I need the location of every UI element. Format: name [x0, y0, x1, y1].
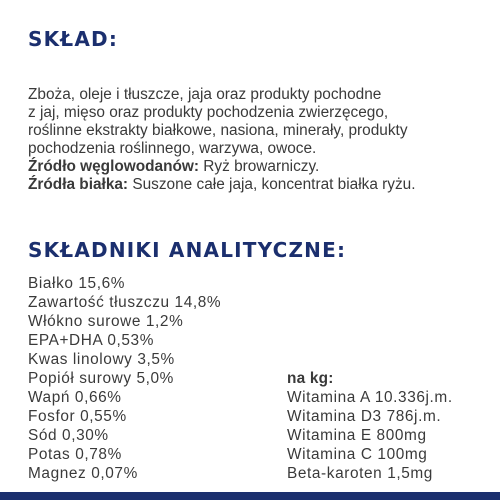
list-item: Białko 15,6%	[28, 275, 126, 292]
carb-source-label: Źródło węglowodanów:	[28, 158, 199, 175]
list-item: EPA+DHA 0,53%	[28, 332, 155, 349]
composition-paragraph	[28, 86, 490, 194]
list-item: Włókno surowe 1,2%	[28, 313, 184, 330]
protein-source-label: Źródła białka:	[28, 176, 129, 193]
analytical-list	[28, 274, 221, 483]
composition-heading: SKŁAD:	[28, 27, 119, 51]
per-kg-label: na kg:	[287, 370, 334, 387]
composition-line: pochodzenia roślinnego, warzywa, owoce.	[28, 140, 317, 157]
bottom-accent-bar	[0, 492, 500, 500]
list-item: Magnez 0,07%	[28, 465, 138, 482]
list-item: Potas 0,78%	[28, 446, 122, 463]
list-item: Popiół surowy 5,0%	[28, 370, 174, 387]
list-item: Beta-karoten 1,5mg	[287, 465, 433, 482]
list-item: Wapń 0,66%	[28, 389, 122, 406]
list-item: Witamina D3 786j.m.	[287, 408, 442, 425]
list-item: Fosfor 0,55%	[28, 408, 127, 425]
carb-source-value: Ryż browarniczy.	[203, 158, 320, 175]
list-item: Witamina E 800mg	[287, 427, 427, 444]
protein-source-line	[28, 176, 490, 194]
list-item: Sód 0,30%	[28, 427, 109, 444]
composition-line: z jaj, mięso oraz produkty pochodzenia zwierzęcego,	[28, 104, 389, 121]
list-item: Zawartość tłuszczu 14,8%	[28, 294, 222, 311]
protein-source-value: Suszone całe jaja, koncentrat białka ryżu.	[132, 176, 416, 193]
composition-line: roślinne ekstrakty białkowe, nasiona, minerały, produkty	[28, 122, 408, 139]
list-item: Kwas linolowy 3,5%	[28, 351, 175, 368]
composition-line: Zboża, oleje i tłuszcze, jaja oraz produkty pochodne	[28, 86, 382, 103]
vitamins-list	[287, 369, 453, 483]
analytical-heading: SKŁADNIKI ANALITYCZNE:	[28, 238, 347, 262]
list-item: Witamina A 10.336j.m.	[287, 389, 453, 406]
list-item: Witamina C 100mg	[287, 446, 428, 463]
carb-source-line	[28, 158, 490, 176]
